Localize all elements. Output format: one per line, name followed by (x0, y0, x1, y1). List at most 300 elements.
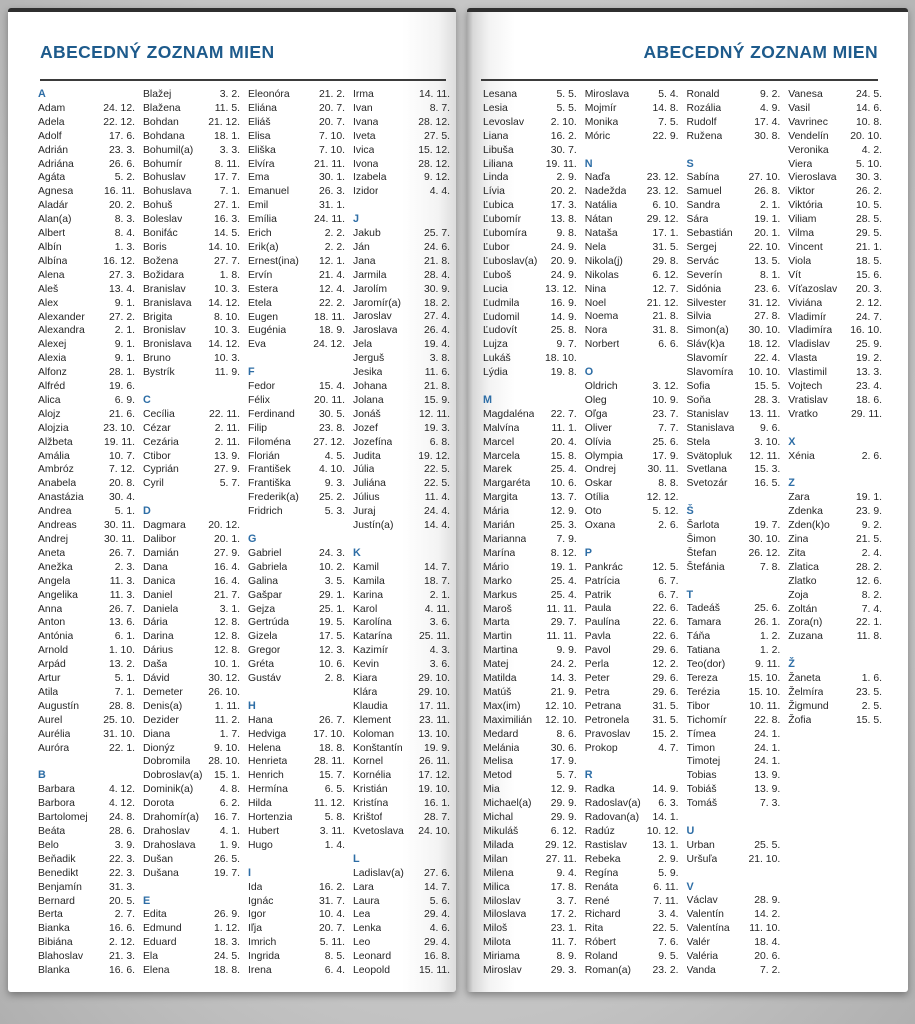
name-text: Vasil (788, 102, 810, 114)
name-entry (788, 561, 882, 575)
name-text: Karolína (353, 617, 392, 629)
name-entry (353, 102, 450, 116)
name-text: Bibiána (38, 937, 73, 949)
date-text: 27. 6. (424, 867, 450, 879)
date-text: 31. 10. (103, 728, 135, 740)
name-text: Aurélia (38, 728, 71, 740)
date-text: 24. 12. (103, 102, 135, 114)
name-text: Marína (483, 547, 516, 559)
section-letter: G (248, 532, 257, 545)
name-text: Metod (483, 770, 512, 782)
name-entry (483, 422, 577, 436)
name-entry (353, 603, 450, 617)
name-entry (483, 477, 577, 491)
date-text: 22. 9. (652, 130, 679, 142)
name-text: Drahoslava (143, 839, 196, 851)
name-entry (788, 171, 882, 185)
name-text: Angela (38, 575, 71, 587)
name-text: Zita (788, 547, 806, 559)
date-text: 18. 4. (754, 937, 781, 949)
date-text: 15. 2. (652, 728, 679, 740)
date-text: 19. 3. (424, 422, 450, 434)
name-text: Barbara (38, 784, 75, 796)
name-text: Alena (38, 269, 65, 281)
name-text: Ladislav(a) (353, 867, 404, 879)
name-entry (585, 505, 679, 519)
name-entry (585, 602, 679, 616)
name-text: Vanda (686, 965, 716, 977)
name-entry (483, 491, 577, 505)
name-text: Frederik(a) (248, 492, 299, 504)
name-text: Nikola(j) (584, 255, 623, 267)
name-text: Oliver (584, 422, 612, 434)
date-text: 5. 1. (114, 673, 135, 685)
date-text: 21. 8. (652, 311, 679, 323)
date-text: 16. 4. (214, 561, 240, 573)
name-entry (483, 575, 577, 589)
name-text: Arnold (38, 645, 69, 657)
date-text: 30. 10. (748, 325, 781, 337)
date-text: 25. 5. (754, 839, 781, 851)
name-text: Pavol (584, 645, 611, 657)
date-text: 10. 5. (856, 200, 882, 212)
name-text: Emil (248, 200, 269, 212)
name-entry (248, 505, 345, 519)
name-text: Valentína (686, 923, 730, 935)
name-text: Noema (584, 311, 619, 323)
name-entry (143, 811, 240, 825)
name-entry (143, 728, 240, 742)
date-text: 24. 3. (319, 547, 345, 559)
name-text: Alexander (38, 311, 85, 323)
date-text: 28. 3. (754, 394, 781, 406)
date-text: 12. 6. (856, 575, 882, 587)
name-text: Róbert (584, 937, 616, 949)
name-entry (38, 603, 135, 617)
name-text: Matej (483, 659, 509, 671)
name-entry (353, 116, 450, 130)
name-text: Mia (483, 784, 500, 796)
name-entry (483, 505, 577, 519)
name-entry (483, 895, 577, 909)
name-entry (353, 380, 450, 394)
name-text: Monika (584, 116, 619, 128)
name-text: Milica (483, 881, 510, 893)
name-entry (248, 950, 345, 964)
name-text: Eva (248, 339, 266, 351)
name-text: Valér (686, 937, 710, 949)
name-entry (483, 269, 577, 283)
date-text: 6. 7. (658, 575, 679, 587)
date-text: 2. 4. (861, 547, 882, 559)
name-text: Dalibor (143, 533, 176, 545)
date-text: 17. 3. (550, 200, 577, 212)
name-text: Dária (143, 617, 168, 629)
name-text: Benjamín (38, 881, 82, 893)
name-entry (788, 616, 882, 630)
name-text: Miriama (483, 951, 520, 963)
name-text: Adela (38, 116, 65, 128)
name-entry (687, 241, 781, 255)
date-text: 24. 4. (424, 506, 450, 518)
name-text: Gregor (248, 645, 281, 657)
name-entry (687, 450, 781, 464)
name-entry (248, 895, 345, 909)
date-text: 14. 6. (856, 102, 882, 114)
name-entry (687, 755, 781, 769)
date-text: 23. 12. (646, 172, 679, 184)
date-text: 29. 12. (646, 214, 679, 226)
name-entry (38, 561, 135, 575)
date-text: 14. 7. (424, 881, 450, 893)
name-text: Cecília (143, 408, 175, 420)
name-entry (143, 241, 240, 255)
date-text: 24. 5. (214, 951, 240, 963)
date-text: 29. 9. (550, 798, 577, 810)
date-text: 13. 4. (109, 283, 135, 295)
date-text: 1. 8. (219, 269, 240, 281)
name-entry (483, 102, 577, 116)
name-text: Diana (143, 728, 171, 740)
date-text: 1. 7. (219, 728, 240, 740)
name-entry (687, 936, 781, 950)
date-text: 8. 11. (214, 158, 240, 170)
name-text: Sergej (686, 241, 717, 253)
date-text: 13. 12. (544, 283, 577, 295)
date-text: 4. 4. (429, 186, 450, 198)
date-text: 22. 5. (424, 464, 450, 476)
name-text: Cézar (143, 422, 171, 434)
name-text: Eugénia (248, 325, 287, 337)
name-entry (483, 283, 577, 297)
date-text: 7. 1. (114, 686, 135, 698)
date-text: 16. 2. (319, 881, 345, 893)
date-text: 1. 2. (760, 631, 781, 643)
date-text: 12. 5. (652, 561, 679, 573)
date-text: 27. 8. (754, 311, 781, 323)
name-entry (248, 561, 345, 575)
name-entry (353, 352, 450, 366)
name-text: Ingrida (248, 951, 280, 963)
name-text: Elisa (248, 130, 271, 142)
name-entry (788, 672, 882, 686)
date-text: 1. 6. (861, 673, 882, 685)
name-text: Ignác (248, 895, 274, 907)
name-entry (38, 324, 135, 338)
name-text: Štefan (686, 547, 717, 559)
name-entry (38, 380, 135, 394)
name-entry (38, 630, 135, 644)
name-text: Dominik(a) (143, 784, 194, 796)
name-text: Daniela (143, 603, 179, 615)
name-entry (788, 700, 882, 714)
date-text: 10. 2. (319, 561, 345, 573)
date-text: 6. 11. (653, 881, 679, 893)
name-entry (143, 630, 240, 644)
name-text: Vratislav (788, 394, 828, 406)
name-entry (38, 936, 135, 950)
name-entry (585, 491, 679, 505)
date-text: 21. 7. (214, 589, 240, 601)
name-entry (585, 408, 679, 422)
name-entry (585, 728, 679, 742)
date-text: 14. 9. (550, 311, 577, 323)
name-text: Tamara (686, 617, 722, 629)
name-entry (687, 213, 781, 227)
name-entry (38, 658, 135, 672)
date-text: 6. 4. (324, 965, 345, 977)
name-entry (585, 269, 679, 283)
date-text: 15. 4. (319, 381, 345, 393)
name-text: Dezider (143, 714, 179, 726)
name-entry (585, 742, 679, 756)
name-text: Ervín (248, 269, 273, 281)
name-entry (143, 102, 240, 116)
date-text: 9. 5. (658, 951, 679, 963)
date-text: 10. 1. (214, 659, 240, 671)
name-text: Florián (248, 450, 280, 462)
date-text: 16. 7. (214, 812, 240, 824)
date-text: 18. 5. (856, 255, 882, 267)
name-text: Víťazoslav (788, 283, 838, 295)
name-text: Žigmund (788, 700, 829, 712)
name-text: Radovan(a) (584, 812, 640, 824)
name-text: Tichomír (686, 714, 727, 726)
section-letter: K (353, 546, 361, 559)
name-text: Miloš (483, 923, 508, 935)
date-text: 16. 1. (424, 798, 450, 810)
date-text: 8. 1. (760, 269, 781, 281)
date-text: 18. 12. (748, 339, 781, 351)
name-entry (143, 408, 240, 422)
name-entry (585, 589, 679, 603)
name-entry (585, 825, 679, 839)
name-entry (248, 491, 345, 505)
date-text: 4. 10. (319, 464, 345, 476)
name-entry (353, 422, 450, 436)
name-text: Estera (248, 283, 279, 295)
name-text: Sára (686, 214, 709, 226)
name-text: Ľuboš (483, 269, 512, 281)
name-text: Juliána (353, 478, 386, 490)
name-entry (483, 881, 577, 895)
name-entry (143, 422, 240, 436)
date-text: 15. 10. (748, 673, 781, 685)
name-entry (353, 477, 450, 491)
date-text: 28. 11. (313, 756, 345, 768)
name-entry (38, 102, 135, 116)
name-entry (483, 88, 577, 102)
name-entry (248, 714, 345, 728)
name-text: Sidónia (686, 283, 722, 295)
section-letter: N (584, 157, 593, 170)
date-text: 14. 1. (652, 812, 679, 824)
name-entry (585, 700, 679, 714)
name-text: Vanesa (788, 89, 823, 100)
name-text: František (248, 464, 291, 476)
name-entry (353, 505, 450, 519)
name-entry (788, 199, 882, 213)
name-entry (353, 561, 450, 575)
date-text: 29. 6. (652, 673, 679, 685)
date-text: 4. 1. (219, 826, 240, 837)
name-text: Kazimír (353, 645, 389, 657)
date-text: 19. 1. (754, 214, 781, 226)
name-text: Kristína (353, 798, 389, 810)
name-text: Móric (584, 130, 611, 142)
date-text: 5. 12. (652, 506, 679, 518)
name-entry (788, 603, 882, 617)
name-entry (353, 144, 450, 158)
name-text: Jonáš (353, 408, 381, 420)
name-entry (38, 797, 135, 811)
name-text: Malvína (483, 422, 520, 434)
section-letter: E (143, 894, 151, 907)
date-text: 10. 10. (748, 367, 781, 379)
date-text: 7. 8. (760, 561, 781, 573)
date-text: 5. 4. (658, 89, 679, 100)
name-text: Gabriela (248, 561, 288, 573)
name-text: Irma (353, 89, 374, 100)
name-text: Vieroslava (788, 172, 837, 184)
name-text: Marko (483, 575, 512, 587)
name-text: Hana (248, 714, 273, 726)
name-entry (143, 783, 240, 797)
date-text: 2. 2. (324, 228, 345, 240)
date-text: 25. 10. (103, 714, 135, 726)
name-text: Františka (248, 478, 291, 490)
name-text: Tobias (686, 770, 717, 782)
name-entry (143, 477, 240, 491)
date-text: 21. 2. (319, 89, 345, 100)
name-entry (687, 769, 781, 783)
date-text: 12. 3. (319, 645, 345, 657)
name-entry (353, 589, 450, 603)
name-text: Félix (248, 394, 270, 406)
date-text: 29. 9. (550, 812, 577, 824)
name-entry (353, 769, 450, 783)
name-entry (38, 171, 135, 185)
name-entry (483, 964, 577, 978)
name-text: Bonifác (143, 228, 178, 240)
date-text: 11. 5. (214, 102, 240, 114)
date-text: 6. 7. (658, 589, 679, 601)
date-text: 21. 1. (856, 241, 882, 253)
date-text: 20. 6. (754, 951, 781, 963)
name-text: Bohuslava (143, 186, 192, 198)
date-text: 17. 12. (418, 770, 450, 782)
name-entry (788, 185, 882, 199)
name-entry (38, 505, 135, 519)
name-entry (687, 700, 781, 714)
name-text: Leo (353, 937, 371, 949)
name-entry (248, 450, 345, 464)
date-text: 28. 12. (418, 116, 450, 128)
name-text: Jerguš (353, 353, 385, 365)
name-text: Matúš (483, 686, 512, 698)
name-entry (687, 839, 781, 853)
name-text: Hedviga (248, 728, 287, 740)
name-entry (353, 825, 450, 839)
name-entry (687, 783, 781, 797)
name-entry (687, 366, 781, 380)
name-text: Mária (483, 506, 509, 518)
date-text: 3. 2. (219, 89, 240, 100)
name-text: Paula (584, 603, 612, 615)
date-text: 7. 11. (653, 895, 679, 907)
name-text: Petrana (584, 700, 622, 712)
date-text: 3. 4. (658, 909, 679, 921)
date-text: 13. 9. (214, 450, 240, 462)
name-entry (585, 255, 679, 269)
name-entry (248, 185, 345, 199)
name-entry (353, 783, 450, 797)
name-text: Alexia (38, 353, 67, 365)
name-text: Milada (483, 839, 514, 851)
name-entry (353, 964, 450, 978)
date-text: 27. 10. (748, 172, 781, 184)
name-text: Denis(a) (143, 700, 183, 712)
name-text: Nina (584, 283, 607, 295)
date-text: 6. 2. (219, 798, 240, 810)
name-entry (585, 241, 679, 255)
date-text: 7. 6. (658, 937, 679, 949)
name-text: Božena (143, 255, 179, 267)
name-text: Servác (686, 255, 719, 267)
name-text: Ľubor (483, 241, 510, 253)
name-text: Bohdana (143, 130, 185, 142)
name-entry (585, 310, 679, 324)
date-text: 7. 10. (319, 144, 345, 156)
name-text: Alexej (38, 339, 67, 351)
name-text: Iveta (353, 130, 376, 142)
name-text: Patrik (584, 589, 612, 601)
name-entry (585, 561, 679, 575)
name-entry (248, 324, 345, 338)
date-text: 30. 11. (103, 534, 135, 545)
date-text: 7. 1. (219, 186, 240, 198)
name-text: Levoslav (483, 116, 525, 128)
name-text: Jaroslav (353, 311, 392, 323)
name-entry (38, 491, 135, 505)
name-text: Ivana (353, 116, 379, 128)
name-text: Nela (584, 241, 607, 253)
date-text: 11. 3. (109, 589, 135, 601)
name-entry (353, 241, 450, 255)
date-text: 14. 12. (208, 297, 240, 309)
date-text: 29. 1. (319, 589, 345, 601)
date-text: 1. 11. (214, 700, 240, 712)
name-entry (788, 547, 882, 561)
date-text: 15. 10. (748, 686, 781, 698)
date-text: 25. 1. (319, 603, 345, 615)
date-text: 18. 8. (214, 965, 240, 977)
name-text: Zara (788, 492, 810, 504)
name-entry (38, 672, 135, 686)
name-entry (38, 728, 135, 742)
date-text: 24. 6. (424, 241, 450, 253)
date-text: 29. 4. (424, 937, 450, 949)
date-text: 26. 4. (424, 325, 450, 337)
date-text: 25. 7. (424, 228, 450, 240)
name-text: Perla (584, 659, 610, 671)
name-text: Anabela (38, 478, 77, 490)
name-entry (143, 283, 240, 297)
name-entry (483, 742, 577, 756)
date-text: 8. 10. (214, 311, 240, 323)
name-entry (143, 672, 240, 686)
name-text: Zoja (788, 589, 809, 601)
